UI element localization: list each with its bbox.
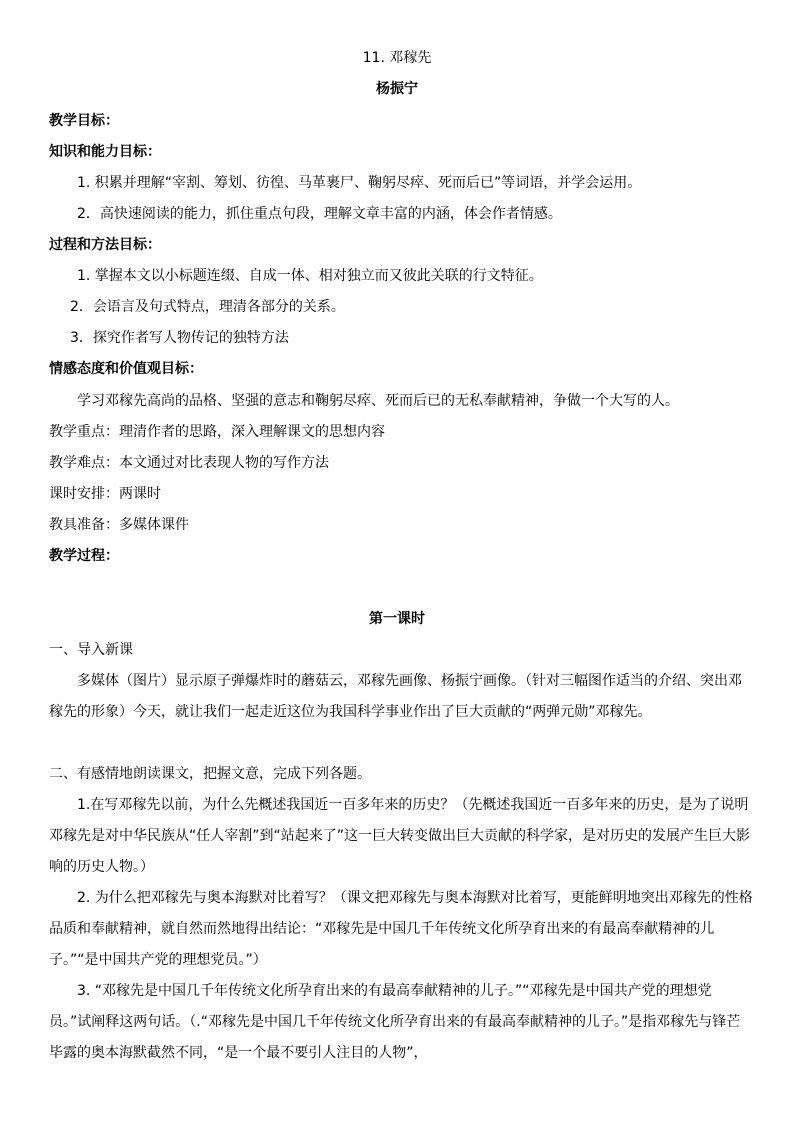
question-3-text: 3. “邓稼先是中国几千年传统文化所孕育出来的有最高奉献精神的儿子。”“邓稼先是中国共产党的理想党员。”试阐释这两句话。（.“邓稼先是中国几千年传统文化所孕育出来的有最高奉献精神的儿子。”是指邓稼先与锋芒毕露的奥本海默截然不同，“是一个最不要引人注目的人物”， <box>49 983 741 1061</box>
question-2-paragraph <box>49 883 753 976</box>
question-1-text: 1.在写邓稼先以前，为什么先概述我国近一百多年来的历史？（先概述我国近一百多年来的历史，是为了说明邓稼先是对中华民族从“任人宰割”到“站起来了”这一巨大转变做出巨大贡献的科学家，是对历史的发展产生巨大影响的历史人物。） <box>49 797 751 875</box>
question-2-text: 2. 为什么把邓稼先与奥本海默对比着写？（课文把邓稼先与奥本海默对比着写，更能鲜明地突出邓稼先的性格品质和奉献精神，就自然而然地得出结论：“邓稼先是中国几千年传统文化所孕育出来的有最高奉献精神的儿子。”“是中国共产党的理想党员。”） <box>49 890 753 968</box>
emotion-goal-text: 学习邓稼先高尚的品格、坚强的意志和鞠躬尽瘁、死而后已的无私奉献精神，争做一个大写的人。 <box>77 393 679 409</box>
document-title: 11. 邓稼先 <box>362 50 432 66</box>
knowledge-goals-heading: 知识和能力目标： <box>49 144 161 160</box>
section-1-heading: 一、导入新课 <box>49 642 133 658</box>
process-item-1: 1. 掌握本文以小标题连缀、自成一体、相对独立而又彼此关联的行文特征。 <box>77 268 543 284</box>
difficulty: 教学难点：本文通过对比表现人物的写作方法 <box>49 455 329 471</box>
question-3-paragraph <box>49 976 753 1069</box>
emotion-goals-heading: 情感态度和价值观目标： <box>49 361 203 377</box>
schedule: 课时安排：两课时 <box>49 486 161 502</box>
process-item-3: 3．探究作者写人物传记的独特方法 <box>70 330 289 346</box>
section-1-text: 多媒体（图片）显示原子弹爆炸时的蘑菇云，邓稼先画像、杨振宁画像。（针对三幅图作适当的介绍、突出邓稼先的形象）今天，就让我们一起走近这位为我国科学事业作出了巨大贡献的“两弹元勋”邓稼先。 <box>49 673 742 720</box>
key-point: 教学重点：理清作者的思路，深入理解课文的思想内容 <box>49 424 385 440</box>
lesson-title: 第一课时 <box>369 611 425 627</box>
process-start-heading: 教学过程： <box>49 548 119 564</box>
section-2-heading: 二、有感情地朗读课文，把握文意，完成下列各题。 <box>49 766 371 782</box>
knowledge-item-2: 2．高快速阅读的能力，抓住重点句段，理解文章丰富的内涵，体会作者情感。 <box>77 206 562 222</box>
tools: 教具准备：多媒体课件 <box>49 517 189 533</box>
question-1-paragraph <box>49 790 753 883</box>
process-item-2: 2．会语言及句式特点，理清各部分的关系。 <box>70 299 345 315</box>
knowledge-item-1: 1. 积累并理解“宰割、筹划、彷徨、马革裹尸、鞠躬尽瘁、死而后已”等词语，并学会运用。 <box>77 175 642 191</box>
author-name: 杨振宁 <box>376 81 418 97</box>
goals-heading: 教学目标： <box>49 113 119 129</box>
process-goals-heading: 过程和方法目标： <box>49 237 161 253</box>
section-1-paragraph <box>49 666 753 728</box>
